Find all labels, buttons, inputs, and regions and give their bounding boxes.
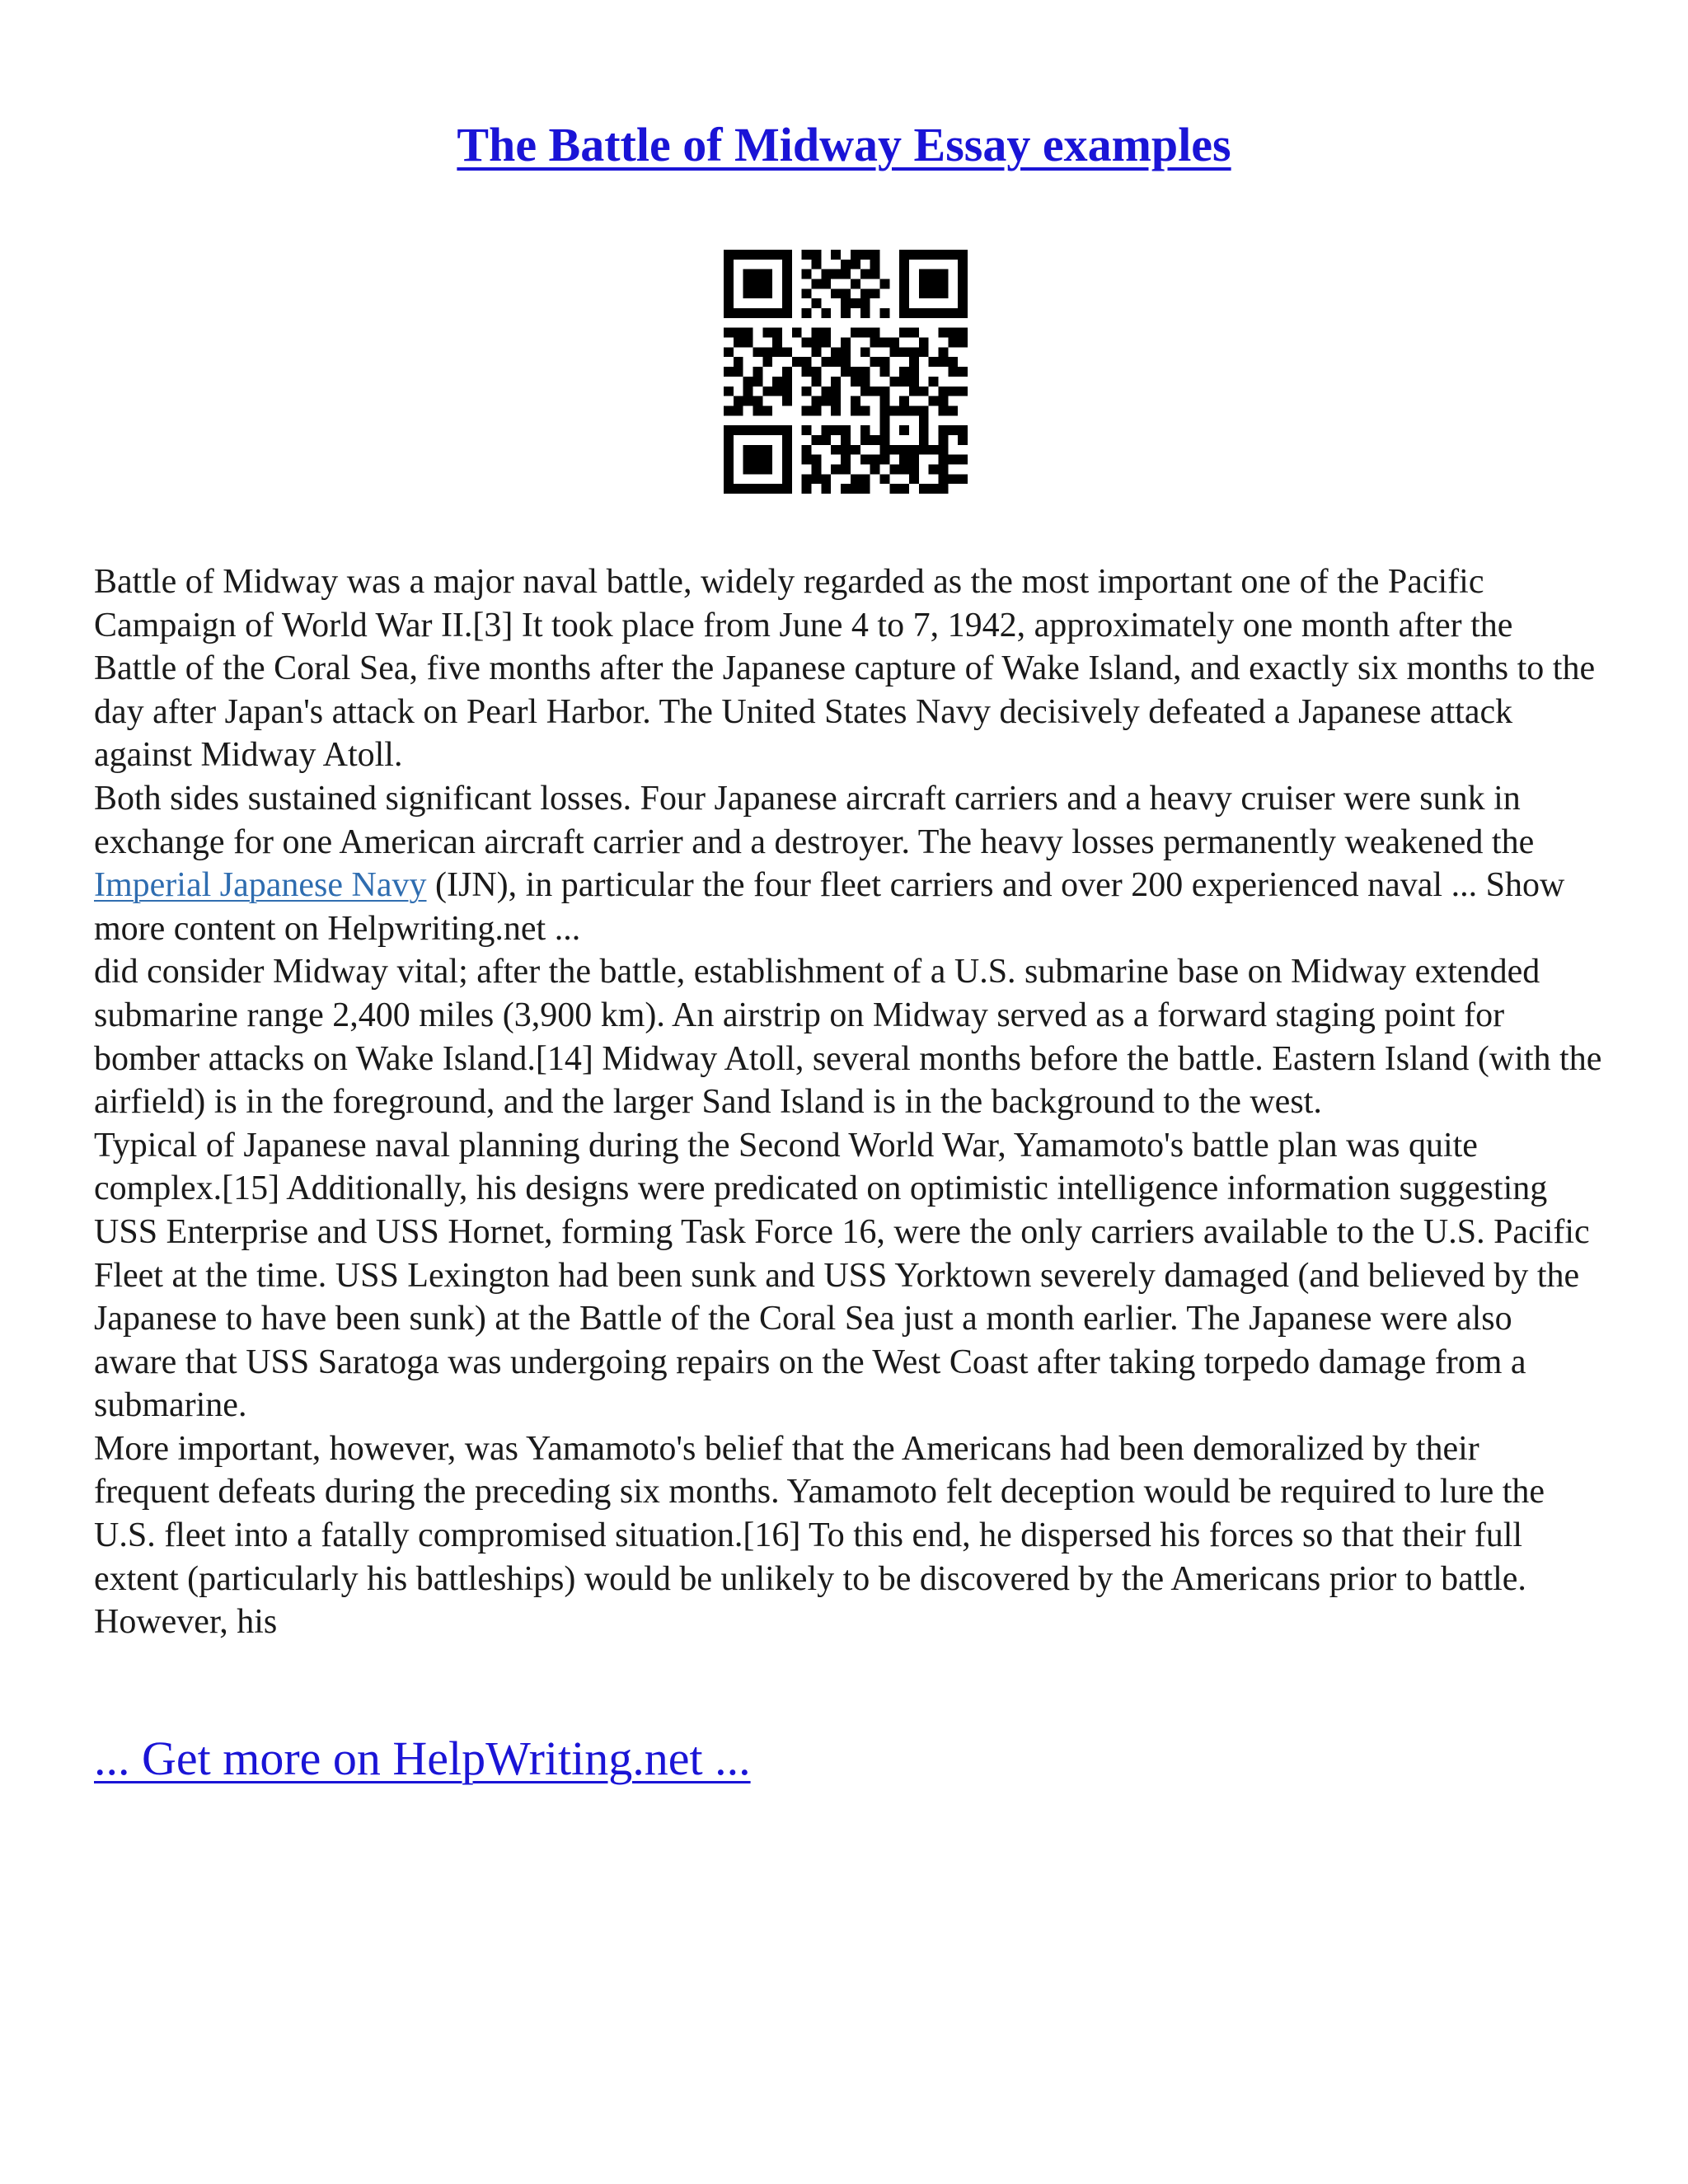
paragraph-2-text-end: (IJN), in particular the four fleet carriers and over 200 experienced naval ... Show more content on Helpwriting.net ...: [94, 866, 1565, 948]
essay-body: [94, 560, 1602, 1644]
more-link-container: [94, 1731, 751, 1786]
paragraph-2-text-start: Both sides sustained significant losses. Four Japanese aircraft carriers and a heavy cruiser were sunk in exchange for one American aircraft carrier and a destroyer. The heavy losses permanently weakened the: [94, 779, 1535, 861]
page-title-link[interactable]: The Battle of Midway Essay examples: [457, 118, 1231, 171]
qr-code-icon: [724, 250, 968, 494]
paragraph-5: More important, however, was Yamamoto's belief that the Americans had been demoralized by their frequent defeats during the preceding six months. Yamamoto felt deception would be required to lure the U.S. fleet into a fatally compromised situation.[16] To this end, he dispersed his forces so that their full extent (particularly his battleships) would be unlikely to be discovered by the Americans prior to battle. However, his: [94, 1429, 1545, 1642]
paragraph-3: did consider Midway vital; after the battle, establishment of a U.S. submarine base on Midway extended submarine range 2,400 miles (3,900 km). An airstrip on Midway served as a forward staging point for bomber attacks on Wake Island.[14] Midway Atoll, several months before the battle. Eastern Island (with the airfield) is in the foreground, and the larger Sand Island is in the background to the west.: [94, 953, 1602, 1122]
paragraph-2: [94, 777, 1602, 950]
paragraph-1: Battle of Midway was a major naval battle, widely regarded as the most important one of the Pacific Campaign of World War II.[3] It took place from June 4 to 7, 1942, approximately one month after the Battle of the Coral Sea, five months after the Japanese capture of Wake Island, and exactly six months to the day after Japan's attack on Pearl Harbor. The United States Navy decisively defeated a Japanese attack against Midway Atoll.: [94, 563, 1596, 775]
paragraph-4: Typical of Japanese naval planning during the Second World War, Yamamoto's battle plan was quite complex.[15] Additionally, his designs were predicated on optimistic intelligence information suggesting USS Enterprise and USS Hornet, forming Task Force 16, were the only carriers available to the U.S. Pacific Fleet at the time. USS Lexington had been sunk and USS Yorktown severely damaged (and believed by the Japanese to have been sunk) at the Battle of the Coral Sea just a month earlier. The Japanese were also aware that USS Saratoga was undergoing repairs on the West Coast after taking torpedo damage from a submarine.: [94, 1126, 1590, 1425]
imperial-japanese-navy-link[interactable]: Imperial Japanese Navy: [94, 866, 427, 905]
get-more-link[interactable]: ... Get more on HelpWriting.net ...: [94, 1732, 751, 1785]
title-container: [0, 117, 1688, 172]
